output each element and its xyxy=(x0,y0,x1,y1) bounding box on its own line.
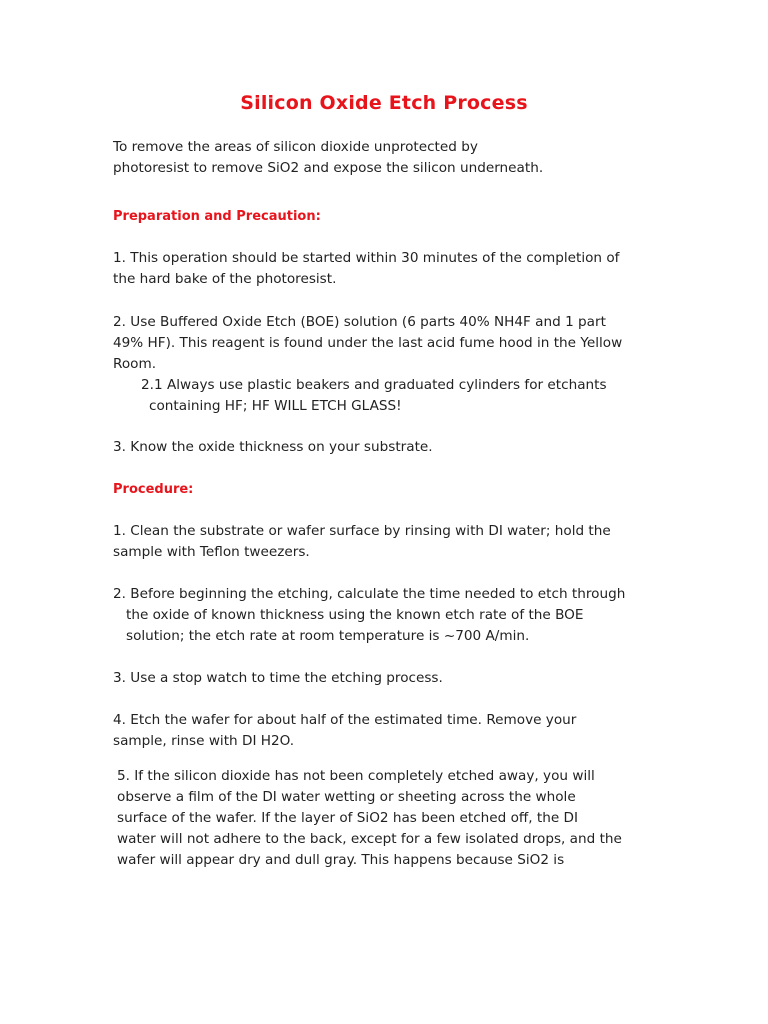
proc-item-line: sample, rinse with DI H2O. xyxy=(113,733,295,749)
proc-item-line: sample with Teflon tweezers. xyxy=(113,544,310,560)
proc-item-line: observe a film of the DI water wetting or sheeting across the whole xyxy=(117,789,576,805)
preparation-heading: Preparation and Precaution: xyxy=(113,209,321,224)
document-title: Silicon Oxide Etch Process xyxy=(240,92,528,114)
prep-item-line: 2. Use Buffered Oxide Etch (BOE) solution (6 parts 40% NH4F and 1 part xyxy=(113,314,606,330)
prep-item-2-1 xyxy=(141,375,607,417)
proc-item-line: 2. Before beginning the etching, calculate the time needed to etch through xyxy=(113,586,626,602)
proc-item-line: wafer will appear dry and dull gray. This happens because SiO2 is xyxy=(117,852,565,868)
intro-line: To remove the areas of silicon dioxide unprotected by xyxy=(113,139,478,155)
proc-item-line: 5. If the silicon dioxide has not been completely etched away, you will xyxy=(117,768,595,784)
prep-item-line: the hard bake of the photoresist. xyxy=(113,271,337,287)
proc-item-4 xyxy=(113,710,576,752)
prep-item-line: 2.1 Always use plastic beakers and graduated cylinders for etchants xyxy=(141,377,607,393)
proc-item-1 xyxy=(113,521,611,563)
intro-paragraph xyxy=(113,137,543,179)
proc-item-line: water will not adhere to the back, except for a few isolated drops, and the xyxy=(117,831,622,847)
proc-item-line: surface of the wafer. If the layer of SiO2 has been etched off, the DI xyxy=(117,810,579,826)
intro-line: photoresist to remove SiO2 and expose the silicon underneath. xyxy=(113,160,544,176)
proc-item-3 xyxy=(113,668,443,689)
proc-item-line: solution; the etch rate at room temperature is ~700 A/min. xyxy=(126,628,530,644)
prep-item-2 xyxy=(113,312,622,375)
prep-item-3 xyxy=(113,437,433,458)
proc-item-5 xyxy=(117,766,622,871)
proc-item-2 xyxy=(113,584,625,647)
proc-item-line: the oxide of known thickness using the known etch rate of the BOE xyxy=(126,607,584,623)
prep-item-1 xyxy=(113,248,619,290)
prep-item-line: Room. xyxy=(113,356,157,372)
proc-item-line: 4. Etch the wafer for about half of the estimated time. Remove your xyxy=(113,712,577,728)
prep-item-line: 1. This operation should be started within 30 minutes of the completion of xyxy=(113,250,620,266)
procedure-heading: Procedure: xyxy=(113,482,194,497)
prep-item-line: 3. Know the oxide thickness on your substrate. xyxy=(113,439,433,455)
proc-item-line: 3. Use a stop watch to time the etching process. xyxy=(113,670,443,686)
prep-item-line: containing HF; HF WILL ETCH GLASS! xyxy=(149,398,402,414)
prep-item-line: 49% HF). This reagent is found under the last acid fume hood in the Yellow xyxy=(113,335,623,351)
proc-item-line: 1. Clean the substrate or wafer surface by rinsing with DI water; hold the xyxy=(113,523,611,539)
